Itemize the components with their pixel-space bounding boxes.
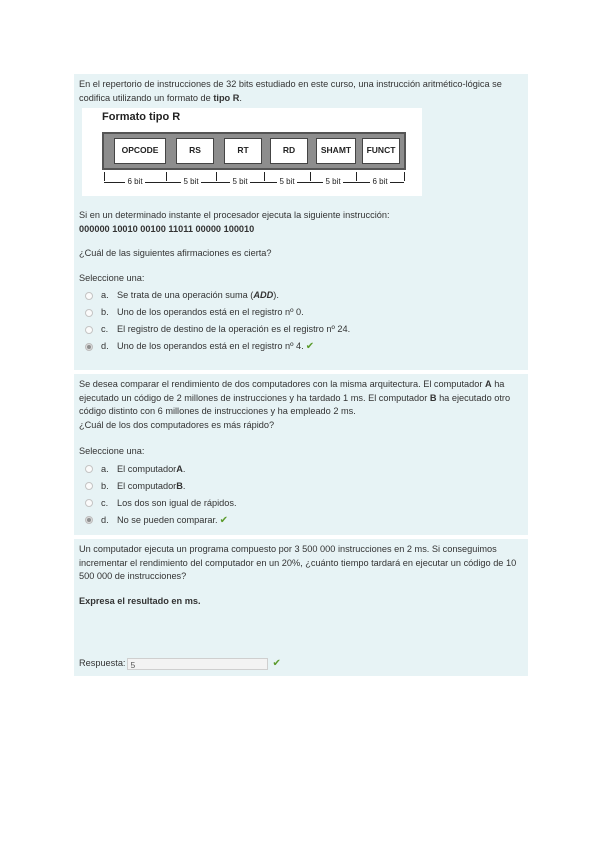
q1-select-label: Seleccione una: — [79, 272, 145, 283]
q2-question: ¿Cuál de los dos computadores es más rápido? — [79, 419, 275, 430]
q2-option-b[interactable]: b. El computador B . — [79, 478, 523, 495]
radio-button[interactable] — [85, 465, 93, 473]
answer-row — [79, 657, 281, 671]
q1-option-d[interactable]: d. Uno de los operandos está en el registro nº 4. ✔ — [79, 339, 523, 356]
q1-context: Si en un determinado instante el procesador ejecuta la siguiente instrucción: — [79, 210, 390, 221]
q2-option-d[interactable]: d. No se pueden comparar. ✔ — [79, 512, 523, 529]
q1-intro: En el repertorio de instrucciones de 32 bits estudiado en este curso, una instrucción aritmético-lógica se codifica utilizando un formato de tipo R. — [79, 79, 502, 103]
field-funct: FUNCT — [362, 138, 400, 164]
question-2 — [74, 374, 528, 535]
field-rs: RS — [176, 138, 214, 164]
radio-button[interactable] — [85, 309, 93, 317]
q2-statement: Se desea comparar el rendimiento de dos computadores con la misma arquitectura. El computador A ha ejecutado un código de 2 millones de instrucciones y ha tardado 1 ms. El computador B ha ejecutado otro código distinto con 6 millones de instrucciones y ha empleado 2 ms. — [79, 379, 511, 417]
question-3 — [74, 539, 528, 676]
q1-instruction: 000000 10010 00100 11011 00000 100010 — [79, 223, 255, 234]
bits-rs: 5 bit — [166, 176, 216, 188]
tick — [404, 172, 405, 181]
field-opcode: OPCODE — [114, 138, 166, 164]
bits-opcode: 6 bit — [104, 176, 166, 188]
q1-options — [79, 288, 523, 356]
question-1 — [74, 74, 528, 370]
field-shamt: SHAMT — [316, 138, 356, 164]
q3-statement: Un computador ejecuta un programa compuesto por 3 500 000 instrucciones en 2 ms. Si conseguimos incrementar el rendimiento del computador en un 20%, ¿cuánto tiempo tardará en ejecutar un código de 10 500 000 de instrucciones? — [79, 544, 517, 582]
q1-option-b[interactable]: b. Uno de los operandos está en el registro nº 0. — [79, 305, 523, 322]
radio-button[interactable] — [85, 482, 93, 490]
diagram-title: Formato tipo R — [102, 111, 181, 124]
radio-button[interactable] — [85, 326, 93, 334]
q2-select-label: Seleccione una: — [79, 446, 145, 457]
r-format-diagram — [82, 108, 422, 196]
field-rt: RT — [224, 138, 262, 164]
bits-rt: 5 bit — [216, 176, 264, 188]
bits-rd: 5 bit — [264, 176, 310, 188]
q2-options — [79, 461, 523, 529]
q2-option-a[interactable]: a. El computador A . — [79, 461, 523, 478]
bits-shamt: 5 bit — [310, 176, 356, 188]
q1-option-c[interactable]: c. El registro de destino de la operación es el registro nº 24. — [79, 322, 523, 339]
q3-instruction: Expresa el resultado en ms. — [79, 595, 201, 606]
field-rd: RD — [270, 138, 308, 164]
format-bar — [102, 132, 406, 170]
q2-option-c[interactable]: c. Los dos son igual de rápidos. — [79, 495, 523, 512]
bits-funct: 6 bit — [356, 176, 404, 188]
q1-question: ¿Cuál de las siguientes afirmaciones es cierta? — [79, 248, 272, 259]
correct-check-icon: ✔ — [272, 658, 281, 669]
correct-check-icon: ✔ — [305, 341, 315, 353]
radio-button[interactable] — [85, 499, 93, 507]
answer-input[interactable]: 5 — [127, 658, 268, 670]
q1-option-a[interactable]: a. Se trata de una operación suma ( ADD ). — [79, 288, 523, 305]
radio-button-selected[interactable] — [85, 516, 93, 524]
correct-check-icon: ✔ — [219, 514, 229, 526]
radio-button[interactable] — [85, 292, 93, 300]
radio-button-selected[interactable] — [85, 343, 93, 351]
answer-label: Respuesta: — [79, 658, 126, 668]
